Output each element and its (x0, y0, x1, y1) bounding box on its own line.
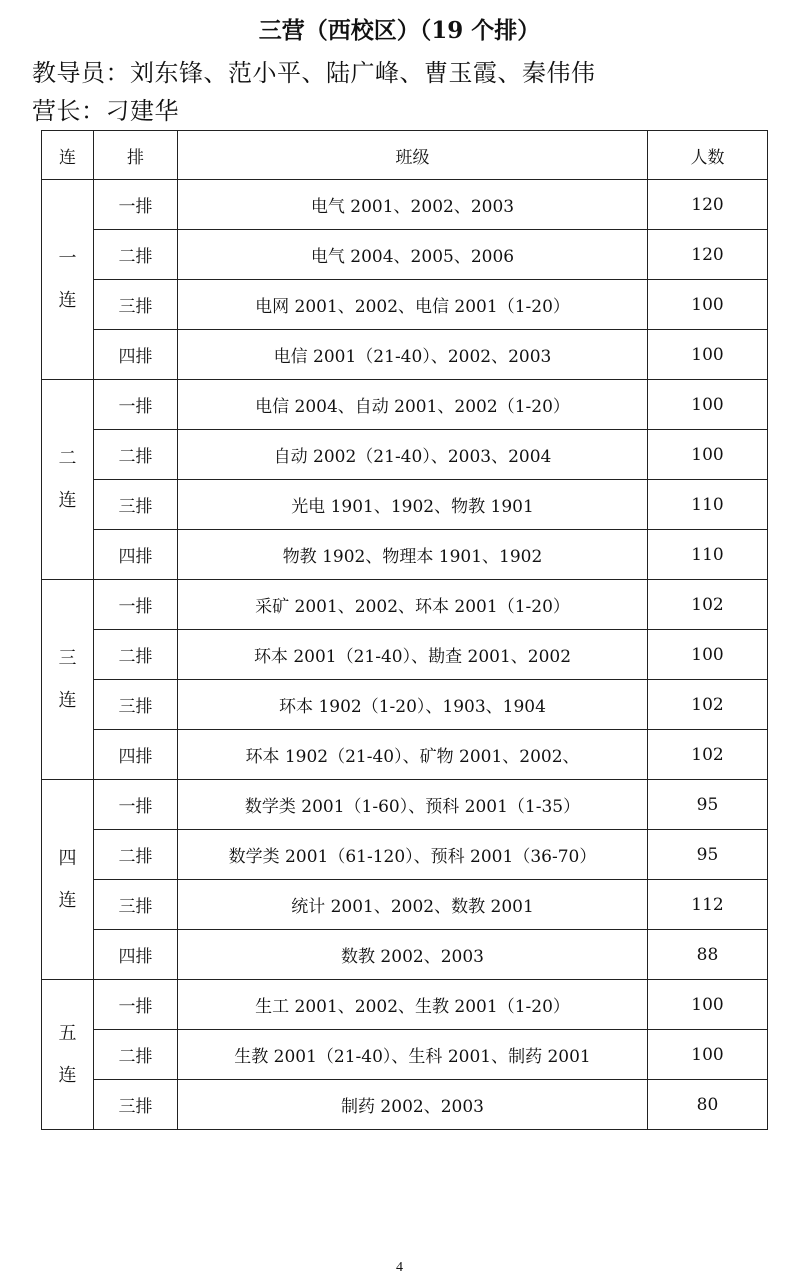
count-cell: 80 (648, 1080, 768, 1130)
classes-cell: 自动 2002（21-40）、2003、2004 (178, 430, 648, 480)
classes-cell: 统计 2001、2002、数教 2001 (178, 880, 648, 930)
company-cell (42, 380, 94, 580)
table-row (42, 1080, 768, 1130)
classes-cell: 生工 2001、2002、生教 2001（1-20） (178, 980, 648, 1030)
classes-cell: 电信 2004、自动 2001、2002（1-20） (178, 380, 648, 430)
platoon-cell: 二排 (94, 830, 178, 880)
platoon-cell: 三排 (94, 880, 178, 930)
table-row (42, 580, 768, 630)
platoon-cell: 四排 (94, 930, 178, 980)
platoon-cell: 一排 (94, 780, 178, 830)
table-row (42, 830, 768, 880)
count-cell: 112 (648, 880, 768, 930)
table-row (42, 480, 768, 530)
company-name-top: 三 (58, 647, 77, 669)
classes-cell: 电网 2001、2002、电信 2001（1-20） (178, 280, 648, 330)
table-row (42, 280, 768, 330)
company-cell (42, 980, 94, 1130)
platoon-cell: 四排 (94, 730, 178, 780)
company-name-top: 二 (58, 447, 77, 469)
platoon-cell: 四排 (94, 330, 178, 380)
company-name-top: 一 (58, 247, 77, 269)
company-name-top: 四 (58, 847, 77, 869)
company-name-bottom: 连 (58, 289, 77, 311)
platoon-cell: 三排 (94, 1080, 178, 1130)
classes-cell: 数学类 2001（1-60）、预科 2001（1-35） (178, 780, 648, 830)
company-cell (42, 180, 94, 380)
count-cell: 100 (648, 630, 768, 680)
count-cell: 100 (648, 980, 768, 1030)
count-cell: 102 (648, 730, 768, 780)
platoon-cell: 四排 (94, 530, 178, 580)
count-cell: 95 (648, 780, 768, 830)
count-cell: 100 (648, 330, 768, 380)
table-row (42, 230, 768, 280)
count-cell: 110 (648, 480, 768, 530)
header-count: 人数 (648, 131, 768, 180)
table-row (42, 1030, 768, 1080)
classes-cell: 生教 2001（21-40）、生科 2001、制药 2001 (178, 1030, 648, 1080)
commander-line: 营长：刁建华 (32, 97, 179, 125)
classes-cell: 环本 1902（1-20）、1903、1904 (178, 680, 648, 730)
table-row (42, 880, 768, 930)
platoon-cell: 二排 (94, 230, 178, 280)
page-number: 4 (396, 1260, 403, 1275)
classes-cell: 数教 2002、2003 (178, 930, 648, 980)
table-row (42, 330, 768, 380)
classes-cell: 电气 2001、2002、2003 (178, 180, 648, 230)
table-row (42, 530, 768, 580)
company-name-bottom: 连 (58, 489, 77, 511)
count-cell: 88 (648, 930, 768, 980)
header-classes: 班级 (178, 131, 648, 180)
company-cell (42, 780, 94, 980)
table-row (42, 930, 768, 980)
platoon-cell: 一排 (94, 980, 178, 1030)
count-cell: 100 (648, 430, 768, 480)
classes-cell: 数学类 2001（61-120）、预科 2001（36-70） (178, 830, 648, 880)
table-row (42, 980, 768, 1030)
table-row (42, 780, 768, 830)
classes-cell: 采矿 2001、2002、环本 2001（1-20） (178, 580, 648, 630)
platoon-cell: 二排 (94, 1030, 178, 1080)
count-cell: 100 (648, 280, 768, 330)
page-title: 三营（西校区）（19 个排） (258, 17, 541, 44)
count-cell: 120 (648, 230, 768, 280)
table-header-row (42, 131, 768, 180)
count-cell: 110 (648, 530, 768, 580)
platoon-cell: 一排 (94, 180, 178, 230)
roster-body (42, 180, 768, 1130)
platoon-cell: 三排 (94, 480, 178, 530)
classes-cell: 环本 1902（21-40）、矿物 2001、2002、 (178, 730, 648, 780)
classes-cell: 制药 2002、2003 (178, 1080, 648, 1130)
company-name-top: 五 (58, 1022, 77, 1044)
header-platoon: 排 (94, 131, 178, 180)
instructors-line: 教导员：刘东锋、范小平、陆广峰、曹玉霞、秦伟伟 (32, 59, 596, 87)
platoon-cell: 三排 (94, 680, 178, 730)
platoon-cell: 一排 (94, 380, 178, 430)
table-row (42, 430, 768, 480)
classes-cell: 物教 1902、物理本 1901、1902 (178, 530, 648, 580)
table-row (42, 180, 768, 230)
header-company: 连 (42, 131, 94, 180)
count-cell: 120 (648, 180, 768, 230)
table-row (42, 730, 768, 780)
roster-table (41, 130, 768, 1130)
company-name-bottom: 连 (58, 1064, 77, 1086)
platoon-cell: 一排 (94, 580, 178, 630)
count-cell: 95 (648, 830, 768, 880)
table-row (42, 630, 768, 680)
count-cell: 102 (648, 580, 768, 630)
company-cell (42, 580, 94, 780)
platoon-cell: 二排 (94, 630, 178, 680)
classes-cell: 光电 1901、1902、物教 1901 (178, 480, 648, 530)
classes-cell: 环本 2001（21-40）、勘查 2001、2002 (178, 630, 648, 680)
table-row (42, 380, 768, 430)
company-name-bottom: 连 (58, 889, 77, 911)
company-name-bottom: 连 (58, 689, 77, 711)
table-row (42, 680, 768, 730)
count-cell: 102 (648, 680, 768, 730)
classes-cell: 电气 2004、2005、2006 (178, 230, 648, 280)
count-cell: 100 (648, 1030, 768, 1080)
classes-cell: 电信 2001（21-40）、2002、2003 (178, 330, 648, 380)
count-cell: 100 (648, 380, 768, 430)
platoon-cell: 二排 (94, 430, 178, 480)
platoon-cell: 三排 (94, 280, 178, 330)
